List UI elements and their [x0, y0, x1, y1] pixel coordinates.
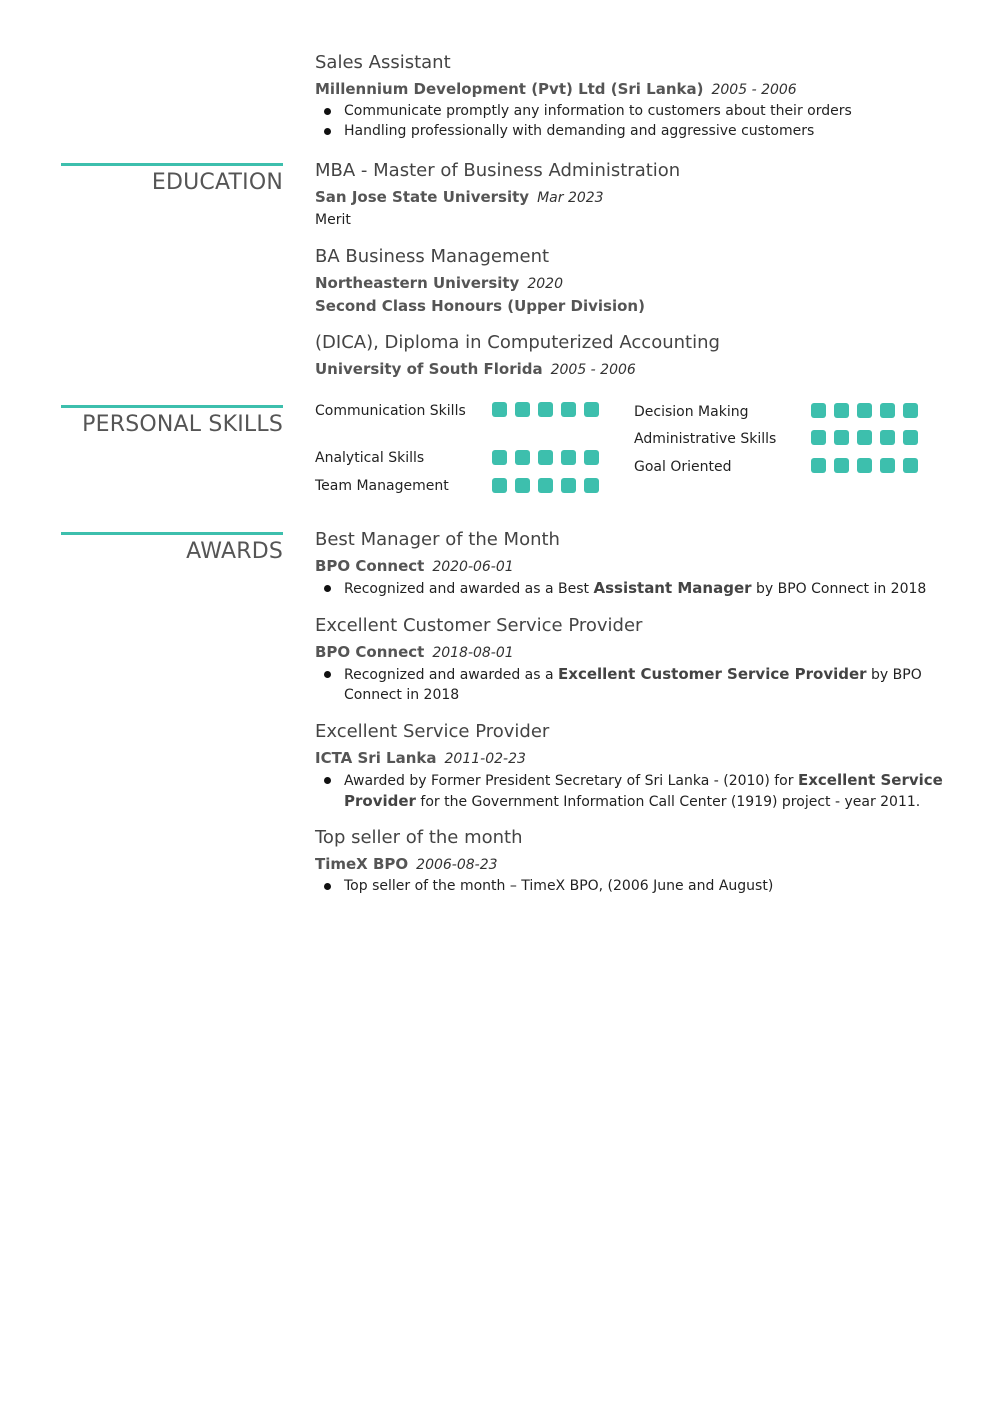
- rating-square: [538, 478, 553, 493]
- bullet-icon: [324, 128, 331, 135]
- rating-square: [811, 458, 826, 473]
- list-item: Recognized and awarded as a Best Assistant Manager by BPO Connect in 2018: [315, 578, 945, 599]
- skill-name: Decision Making: [634, 404, 749, 420]
- award-title: Excellent Service Provider: [315, 721, 550, 742]
- awards-heading: AWARDS: [61, 532, 283, 564]
- rating-square: [811, 403, 826, 418]
- list-item: Handling professionally with demanding and aggressive customers: [315, 121, 945, 141]
- school-line: [315, 186, 945, 209]
- award-entry: [315, 720, 945, 812]
- rating-square: [561, 450, 576, 465]
- skill-name: Communication Skills: [315, 403, 466, 419]
- bullet-icon: [324, 671, 331, 678]
- rating-square: [584, 450, 599, 465]
- rating-square: [515, 478, 530, 493]
- rating-square: [834, 430, 849, 445]
- job-company-line: [315, 78, 945, 101]
- skill-rating: [811, 403, 918, 418]
- award-title: Best Manager of the Month: [315, 529, 560, 550]
- section-divider: [61, 532, 283, 535]
- experience-entry: [315, 51, 945, 141]
- degree-title: BA Business Management: [315, 246, 550, 267]
- skill-name: Analytical Skills: [315, 450, 425, 466]
- award-entry: [315, 826, 945, 896]
- bullet-icon: [324, 585, 331, 592]
- skills-heading: PERSONAL SKILLS: [61, 405, 283, 437]
- rating-square: [584, 478, 599, 493]
- rating-square: [857, 430, 872, 445]
- education-entry: [315, 245, 945, 317]
- award-org-line: [315, 853, 945, 876]
- award-title: Top seller of the month: [315, 827, 523, 848]
- award-org: TimeX BPO: [315, 855, 409, 873]
- award-title: Excellent Customer Service Provider: [315, 615, 643, 636]
- award-bullets: [315, 876, 945, 896]
- award-org-line: [315, 555, 945, 578]
- award-org-line: [315, 747, 945, 770]
- skill-rating: [811, 430, 918, 445]
- rating-square: [561, 478, 576, 493]
- education-entry: [315, 159, 945, 231]
- rating-square: [880, 458, 895, 473]
- skill-name: Goal Oriented: [634, 459, 732, 475]
- rating-square: [903, 403, 918, 418]
- rating-square: [538, 450, 553, 465]
- education-entry: [315, 331, 945, 381]
- skill-rating: [492, 450, 599, 465]
- rating-square: [880, 403, 895, 418]
- degree-note: Merit: [315, 212, 351, 228]
- rating-square: [880, 430, 895, 445]
- list-item: Communicate promptly any information to customers about their orders: [315, 101, 945, 121]
- bullet-icon: [324, 108, 331, 115]
- skill-rating: [492, 478, 599, 493]
- bullet-icon: [324, 777, 331, 784]
- rating-square: [811, 430, 826, 445]
- rating-square: [903, 458, 918, 473]
- job-company: Millennium Development (Pvt) Ltd (Sri Lanka): [315, 80, 704, 98]
- job-dates: 2005 - 2006: [711, 82, 797, 98]
- rating-square: [834, 458, 849, 473]
- rating-square: [515, 450, 530, 465]
- award-org: BPO Connect: [315, 557, 425, 575]
- list-item: Top seller of the month – TimeX BPO, (2006 June and August): [315, 876, 945, 896]
- award-entry: [315, 528, 945, 599]
- rating-square: [561, 402, 576, 417]
- school-name: Northeastern University: [315, 274, 520, 292]
- degree-title: MBA - Master of Business Administration: [315, 160, 681, 181]
- school-date: 2005 - 2006: [550, 362, 636, 378]
- school-date: Mar 2023: [537, 190, 604, 206]
- rating-square: [538, 402, 553, 417]
- rating-square: [492, 402, 507, 417]
- bullet-icon: [324, 883, 331, 890]
- list-item: Awarded by Former President Secretary of Sri Lanka - (2010) for Excellent Service Provider for the Government Information Call Center (1919) project - year 2011.: [315, 770, 945, 812]
- school-name: University of South Florida: [315, 360, 543, 378]
- award-bullets: [315, 578, 945, 599]
- job-title: Sales Assistant: [315, 52, 451, 73]
- school-name: San Jose State University: [315, 188, 530, 206]
- award-date: 2006-08-23: [416, 857, 498, 873]
- school-line: [315, 272, 945, 295]
- rating-square: [515, 402, 530, 417]
- education-heading: EDUCATION: [61, 163, 283, 195]
- rating-square: [903, 430, 918, 445]
- rating-square: [857, 403, 872, 418]
- job-bullets: [315, 101, 945, 141]
- skill-rating: [811, 458, 918, 473]
- list-item: Recognized and awarded as a Excellent Customer Service Provider by BPO Connect in 2018: [315, 664, 945, 705]
- award-date: 2020-06-01: [432, 559, 514, 575]
- award-bullets: [315, 770, 945, 812]
- school-date: 2020: [527, 276, 563, 292]
- school-line: [315, 358, 945, 381]
- rating-square: [492, 478, 507, 493]
- rating-square: [857, 458, 872, 473]
- award-org: ICTA Sri Lanka: [315, 749, 437, 767]
- award-org-line: [315, 641, 945, 664]
- rating-square: [584, 402, 599, 417]
- skill-name: Administrative Skills: [634, 431, 777, 447]
- section-divider: [61, 163, 283, 166]
- award-date: 2011-02-23: [444, 751, 526, 767]
- skill-rating: [492, 402, 599, 417]
- degree-title: (DICA), Diploma in Computerized Accounting: [315, 332, 720, 353]
- award-bullets: [315, 664, 945, 705]
- rating-square: [834, 403, 849, 418]
- degree-note: Second Class Honours (Upper Division): [315, 297, 645, 315]
- rating-square: [492, 450, 507, 465]
- skill-name: Team Management: [315, 478, 449, 494]
- award-date: 2018-08-01: [432, 645, 514, 661]
- award-org: BPO Connect: [315, 643, 425, 661]
- award-entry: [315, 614, 945, 705]
- section-divider: [61, 405, 283, 408]
